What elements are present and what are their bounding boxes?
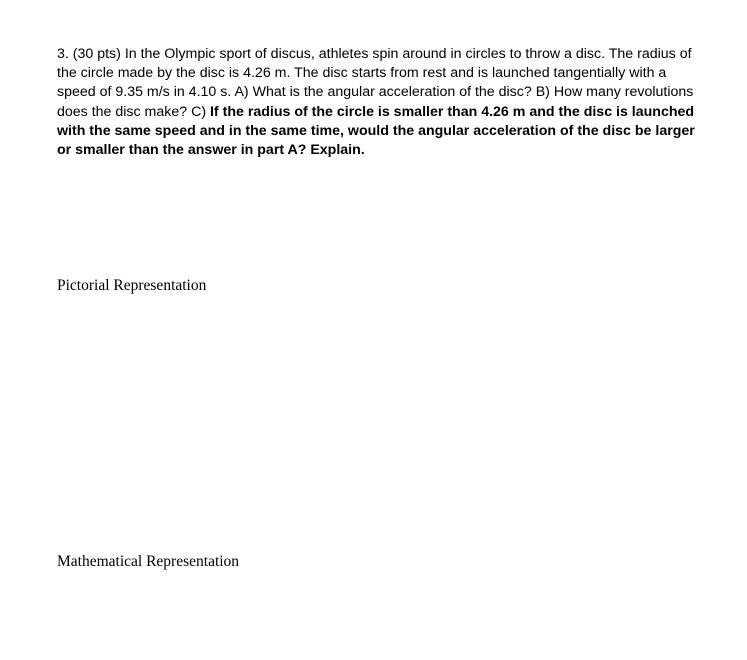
- pictorial-representation-heading: Pictorial Representation: [57, 277, 207, 294]
- problem-question-text: 3. (30 pts) In the Olympic sport of discus, athletes spin around in circles to throw a disc. The radius of the circle made by the disc is 4.26 m. The disc starts from rest and is launched tangentially with a speed of 9.35 m/s in 4.10 s. A) What is the angular acceleration of the disc? B) How many revolutions does the disc make? C): [57, 46, 694, 120]
- mathematical-representation-heading: Mathematical Representation: [57, 553, 240, 570]
- problem-part-c-emphasis: If the radius of the circle is smaller than 4.26 m and the disc is launched with the same speed and in the same time, would the angular acceleration of the disc be larger or smaller than the answer in part A? Explain.: [57, 103, 695, 159]
- problem-statement: [57, 45, 697, 160]
